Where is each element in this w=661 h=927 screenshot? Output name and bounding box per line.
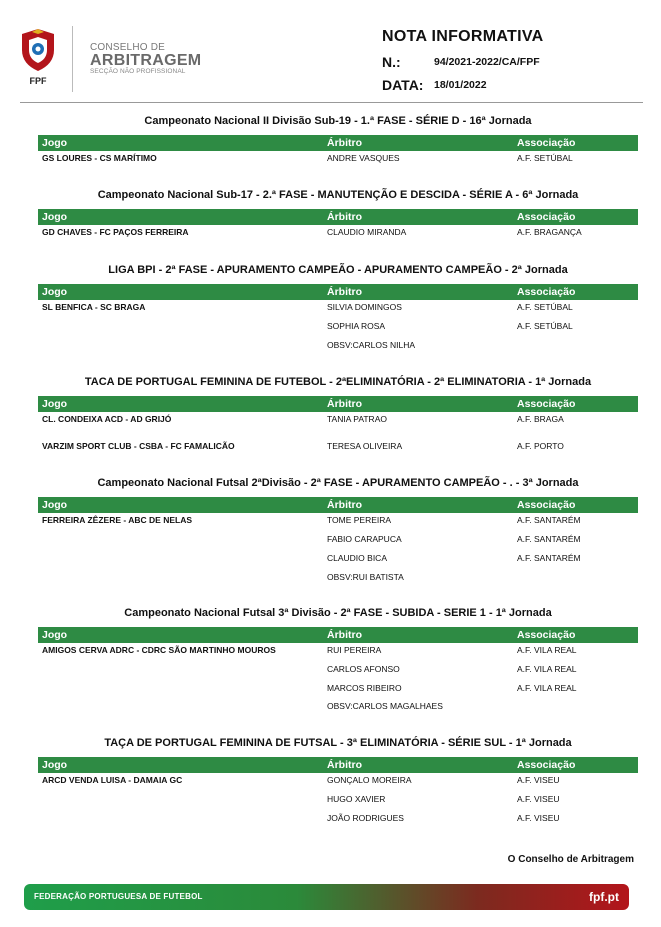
association-cell: A.F. SETÚBAL xyxy=(517,302,573,312)
table-row xyxy=(38,321,638,335)
table-header xyxy=(38,209,638,225)
column-association: Associação xyxy=(517,137,576,149)
table-row xyxy=(38,302,638,316)
referee-cell: MARCOS RIBEIRO xyxy=(327,683,402,693)
game-cell: GD CHAVES - FC PAÇOS FERREIRA xyxy=(42,227,189,237)
association-cell: A.F. SANTARÉM xyxy=(517,515,581,525)
game-cell: FERREIRA ZÊZERE - ABC DE NELAS xyxy=(42,515,193,525)
header-rule xyxy=(20,102,643,103)
table-row xyxy=(38,701,638,715)
referee-cell: OBSV:RUI BATISTA xyxy=(327,572,404,582)
council-logo xyxy=(90,42,201,75)
referee-cell: GONÇALO MOREIRA xyxy=(327,775,412,785)
table-row xyxy=(38,813,638,827)
game-cell: SL BENFICA - SC BRAGA xyxy=(42,302,146,312)
referee-cell: TOME PEREIRA xyxy=(327,515,392,525)
footer-website-link[interactable]: fpf.pt xyxy=(589,890,619,904)
table-row xyxy=(38,572,638,586)
column-association: Associação xyxy=(517,759,576,771)
column-referee: Árbitro xyxy=(327,398,362,410)
table-row xyxy=(38,515,638,529)
column-association: Associação xyxy=(517,499,576,511)
section-title: Campeonato Nacional Sub-17 - 2.ª FASE - MANUTENÇÃO E DESCIDA - SÉRIE A - 6ª Jornada xyxy=(97,189,579,201)
section-title: TACA DE PORTUGAL FEMININA DE FUTEBOL - 2ªELIMINATÓRIA - 2ª ELIMINATORIA - 1ª Jornada xyxy=(84,376,592,388)
column-referee: Árbitro xyxy=(327,759,362,771)
table-row xyxy=(38,340,638,354)
referee-cell: ANDRE VASQUES xyxy=(327,153,400,163)
fpf-logo-text: FPF xyxy=(29,76,47,86)
table-header xyxy=(38,497,638,513)
column-association: Associação xyxy=(517,211,576,223)
association-cell: A.F. VILA REAL xyxy=(517,645,577,655)
referee-cell: CARLOS AFONSO xyxy=(327,664,400,674)
table-row xyxy=(38,427,638,441)
column-game: Jogo xyxy=(42,211,68,223)
table-header xyxy=(38,627,638,643)
referee-cell: SILVIA DOMINGOS xyxy=(327,302,402,312)
column-game: Jogo xyxy=(42,286,68,298)
column-game: Jogo xyxy=(42,137,68,149)
referee-cell: OBSV:CARLOS NILHA xyxy=(327,340,416,350)
table-header xyxy=(38,396,638,412)
column-association: Associação xyxy=(517,398,576,410)
number-value: 94/2021-2022/CA/FPF xyxy=(434,56,540,68)
council-line1: CONSELHO DE xyxy=(90,42,165,53)
fpf-logo xyxy=(18,28,58,88)
table-row xyxy=(38,794,638,808)
association-cell: A.F. VILA REAL xyxy=(517,683,577,693)
column-association: Associação xyxy=(517,286,576,298)
table-row xyxy=(38,664,638,678)
table-row xyxy=(38,553,638,567)
referee-cell: CLAUDIO BICA xyxy=(327,553,387,563)
footer-federation-name: FEDERAÇÃO PORTUGUESA DE FUTEBOL xyxy=(34,892,203,901)
column-game: Jogo xyxy=(42,499,68,511)
association-cell: A.F. VISEU xyxy=(517,794,560,804)
section-title: TAÇA DE PORTUGAL FEMININA DE FUTSAL - 3ª ELIMINATÓRIA - SÉRIE SUL - 1ª Jornada xyxy=(104,737,572,749)
association-cell: A.F. VISEU xyxy=(517,813,560,823)
column-game: Jogo xyxy=(42,398,68,410)
referee-cell: JOÃO RODRIGUES xyxy=(327,813,404,823)
footer-banner xyxy=(24,884,629,910)
referee-cell: FABIO CARAPUCA xyxy=(327,534,402,544)
document-header xyxy=(0,0,661,100)
column-game: Jogo xyxy=(42,629,68,641)
signature: O Conselho de Arbitragem xyxy=(507,854,634,865)
association-cell: A.F. BRAGA xyxy=(517,414,564,424)
table-row xyxy=(38,441,638,455)
table-header xyxy=(38,757,638,773)
referee-cell: OBSV:CARLOS MAGALHAES xyxy=(327,701,443,711)
referee-cell: HUGO XAVIER xyxy=(327,794,386,804)
table-row xyxy=(38,645,638,659)
table-row xyxy=(38,534,638,548)
section-title: LIGA BPI - 2ª FASE - APURAMENTO CAMPEÃO - APURAMENTO CAMPEÃO - 2ª Jornada xyxy=(108,264,568,276)
column-referee: Árbitro xyxy=(327,499,362,511)
association-cell: A.F. BRAGANÇA xyxy=(517,227,582,237)
number-label: N.: xyxy=(382,54,401,70)
column-referee: Árbitro xyxy=(327,211,362,223)
table-row xyxy=(38,414,638,428)
column-association: Associação xyxy=(517,629,576,641)
council-line2: ARBITRAGEM xyxy=(90,52,202,69)
game-cell: AMIGOS CERVA ADRC - CDRC SÃO MARTINHO MOUROS xyxy=(42,645,276,655)
referee-cell: CLAUDIO MIRANDA xyxy=(327,227,407,237)
game-cell: VARZIM SPORT CLUB - CSBA - FC FAMALICÃO xyxy=(42,441,235,451)
table-row xyxy=(38,683,638,697)
date-label: DATA: xyxy=(382,77,424,93)
association-cell: A.F. SETÚBAL xyxy=(517,153,573,163)
fpf-crest-icon xyxy=(18,28,58,72)
table-row xyxy=(38,153,638,167)
section-title: Campeonato Nacional II Divisão Sub-19 - 1.ª FASE - SÉRIE D - 16ª Jornada xyxy=(144,115,532,127)
table-row xyxy=(38,775,638,789)
date-value: 18/01/2022 xyxy=(434,79,487,91)
game-cell: CL. CONDEIXA ACD - AD GRIJÓ xyxy=(42,414,172,424)
table-header xyxy=(38,135,638,151)
section-title: Campeonato Nacional Futsal 2ªDivisão - 2ª FASE - APURAMENTO CAMPEÃO - . - 3ª Jornada xyxy=(97,477,579,489)
association-cell: A.F. VILA REAL xyxy=(517,664,577,674)
association-cell: A.F. VISEU xyxy=(517,775,560,785)
column-referee: Árbitro xyxy=(327,137,362,149)
game-cell: ARCD VENDA LUISA - DAMAIA GC xyxy=(42,775,183,785)
referee-cell: SOPHIA ROSA xyxy=(327,321,386,331)
header-divider xyxy=(72,26,73,92)
table-header xyxy=(38,284,638,300)
column-game: Jogo xyxy=(42,759,68,771)
referee-cell: TERESA OLIVEIRA xyxy=(327,441,403,451)
association-cell: A.F. SETÚBAL xyxy=(517,321,573,331)
association-cell: A.F. SANTARÉM xyxy=(517,534,581,544)
referee-cell: TANIA PATRAO xyxy=(327,414,387,424)
document-title: NOTA INFORMATIVA xyxy=(382,28,544,45)
column-referee: Árbitro xyxy=(327,629,362,641)
association-cell: A.F. PORTO xyxy=(517,441,564,451)
referee-cell: RUI PEREIRA xyxy=(327,645,382,655)
council-line3: SECÇÃO NÃO PROFISSIONAL xyxy=(90,68,186,75)
game-cell: GS LOURES - CS MARÍTIMO xyxy=(42,153,157,163)
section-title: Campeonato Nacional Futsal 3ª Divisão - 2ª FASE - SUBIDA - SERIE 1 - 1ª Jornada xyxy=(124,607,552,619)
table-row xyxy=(38,227,638,241)
column-referee: Árbitro xyxy=(327,286,362,298)
association-cell: A.F. SANTARÉM xyxy=(517,553,581,563)
